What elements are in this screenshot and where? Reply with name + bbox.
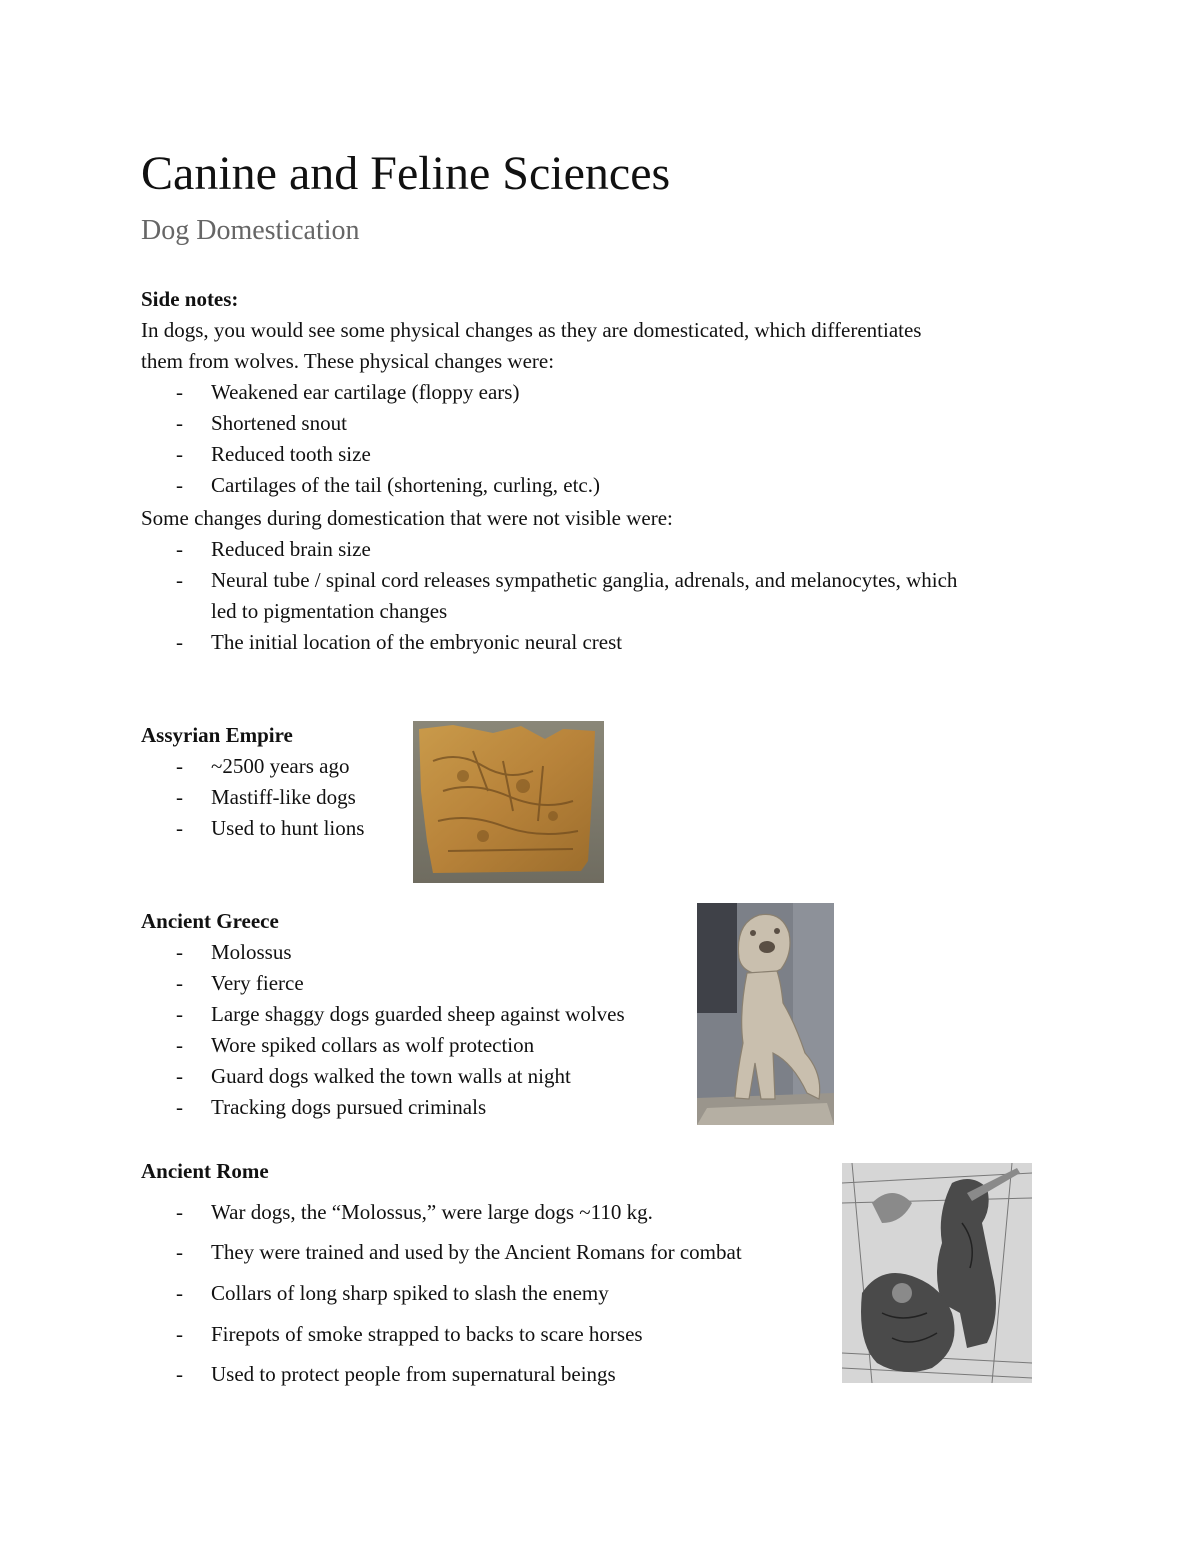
bullet-dash: - xyxy=(176,971,183,995)
list-item: They were trained and used by the Ancient Romans for combat xyxy=(211,1240,742,1264)
bullet-dash: - xyxy=(176,1095,183,1119)
bullet-dash: - xyxy=(176,1240,183,1264)
bullet-dash: - xyxy=(176,1002,183,1026)
bullet-dash: - xyxy=(176,537,183,561)
list-item: Reduced brain size xyxy=(211,537,371,561)
bullet-dash: - xyxy=(176,411,183,435)
list-item: Weakened ear cartilage (floppy ears) xyxy=(211,380,520,404)
bullet-dash: - xyxy=(176,940,183,964)
list-item: Reduced tooth size xyxy=(211,442,371,466)
bullet-dash: - xyxy=(176,568,183,592)
list-item: Tracking dogs pursued criminals xyxy=(211,1095,487,1119)
side-notes-heading: Side notes: xyxy=(141,287,239,311)
bullet-dash: - xyxy=(176,630,183,654)
list-item: Shortened snout xyxy=(211,411,347,435)
document-title: Canine and Feline Sciences xyxy=(141,147,671,200)
list-item: Used to protect people from supernatural beings xyxy=(211,1362,616,1386)
bullet-dash: - xyxy=(176,1033,183,1057)
list-item: Very fierce xyxy=(211,971,304,995)
rome-heading: Ancient Rome xyxy=(141,1159,269,1183)
list-item: Large shaggy dogs guarded sheep against wolves xyxy=(211,1002,625,1026)
bullet-dash: - xyxy=(176,1281,183,1305)
document-subtitle: Dog Domestication xyxy=(141,215,360,246)
list-item: Molossus xyxy=(211,940,292,964)
bullet-dash: - xyxy=(176,1200,183,1224)
list-item: Cartilages of the tail (shortening, curling, etc.) xyxy=(211,473,600,497)
roman-war-dog-engraving-image xyxy=(842,1163,1032,1383)
list-item: War dogs, the “Molossus,” were large dogs ~110 kg. xyxy=(211,1200,653,1224)
list-item-continuation: led to pigmentation changes xyxy=(211,599,448,623)
bullet-dash: - xyxy=(176,380,183,404)
bullet-dash: - xyxy=(176,785,183,809)
side-notes-intro-line-1: In dogs, you would see some physical changes as they are domesticated, which differentiates xyxy=(141,318,922,342)
list-item: Mastiff-like dogs xyxy=(211,785,356,809)
list-item: Neural tube / spinal cord releases sympathetic ganglia, adrenals, and melanocytes, which xyxy=(211,568,958,592)
bullet-dash: - xyxy=(176,1362,183,1386)
list-item: ~2500 years ago xyxy=(211,754,350,778)
greece-heading: Ancient Greece xyxy=(141,909,279,933)
bullet-dash: - xyxy=(176,473,183,497)
molossus-statue-image xyxy=(697,903,834,1125)
list-item: Collars of long sharp spiked to slash the enemy xyxy=(211,1281,609,1305)
bullet-dash: - xyxy=(176,442,183,466)
bullet-dash: - xyxy=(176,754,183,778)
list-item: Guard dogs walked the town walls at night xyxy=(211,1064,571,1088)
side-notes-intro-line-2: them from wolves. These physical changes were: xyxy=(141,349,555,373)
list-item: Used to hunt lions xyxy=(211,816,365,840)
bullet-dash: - xyxy=(176,816,183,840)
bullet-dash: - xyxy=(176,1322,183,1346)
assyrian-relief-image xyxy=(413,721,604,883)
list-item: Wore spiked collars as wolf protection xyxy=(211,1033,535,1057)
list-item: Firepots of smoke strapped to backs to scare horses xyxy=(211,1322,643,1346)
assyria-heading: Assyrian Empire xyxy=(141,723,293,747)
list-item: The initial location of the embryonic neural crest xyxy=(211,630,623,654)
nonvisible-intro: Some changes during domestication that were not visible were: xyxy=(141,506,673,530)
bullet-dash: - xyxy=(176,1064,183,1088)
